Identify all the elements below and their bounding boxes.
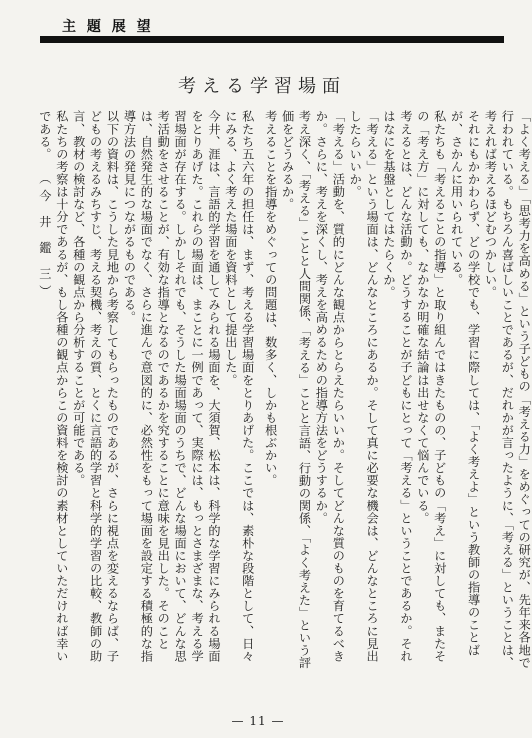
header-rule bbox=[40, 36, 504, 43]
paragraph: 「よく考える」「思考力を高める」という子どもの「考える力」をめぐっての研究が、先年来各地で行われている。もちろん喜ばしいことであるが、だれかが言ったように、「考える」ということは、考えれば考えるほどむつかしい。 bbox=[483, 110, 532, 669]
paragraph bbox=[36, 110, 70, 670]
paragraph: それにもかかわらず、どの学校でも、学習に際しては、「よく考えよ」という教師の指導のことばが、さかんに用いられている。 bbox=[449, 110, 481, 657]
article-text bbox=[36, 110, 532, 670]
page-number: — 11 — bbox=[231, 714, 285, 728]
paragraph: 考えるとは、どんな活動か。どうすることが子どもにとって「考える」ということであるか。それはなにを基盤としてはたらくか。 bbox=[382, 110, 413, 663]
paragraph: 考え深く、「考える」ことと人間関係、「考える」ことと言語、行動の関係、「よく考えた」という評価をどうみるか。 bbox=[280, 110, 312, 669]
closing-text: 私たちの考察は十分であるが、もし各種の観点からこの資料を検討の素材としていただければ幸いである。 bbox=[37, 110, 69, 663]
paragraph: 「考える」活動を、質的にどんな観点からとらえたらいいか。そしてどんな質のものを育てるべきか。さらに、考えを深くし、考えを高めるための指導方法をどうするか。 bbox=[314, 110, 346, 663]
paragraph: 以下の資料は、こうした見地から考察してもらったものであるが、さらに視点を変えるならば、子どもの考えるみちすじ、考える契機、考えの質、とくに言語的学習と科学的学習の比較、教師の助言、教材の検討など、各種の観点から分析することが可能である。 bbox=[71, 110, 120, 663]
paragraph: 私たち五六年の担任は、まず、考える学習場面をとりあげた。ここでは、素朴な段階として、日々にみる、よく考えた場面を資料として提出した。 bbox=[223, 110, 255, 663]
article-body bbox=[36, 110, 532, 682]
paragraph: 考えることを指導をめぐっての問題は、数多く、しかも根ぶかい。 bbox=[263, 110, 278, 487]
paragraph: 今井、涯は、言語的学習を通してみられる場面を、大須賀、松本は、科学的な学習にみられる場面をとりあげた。これらの場面は、まことに一例であって、実際には、もっとさまざまな、考える学習場面が存在する。しかしそれでも、そうした場面場面のうちで、どんな場面において、どんな思考活動をさせることが、有効な指導となるのであるかを究することに意味を見出した。そのことは、自然発生的な場面でなく、さらに進んで意図的に、必然性をもって場面を設定する積極的な指導方法の発見につながるものである。 bbox=[122, 110, 221, 663]
paragraph: 「考える」という場面は、どんなところにあるか。そして真に必要な機会は、どんなところに見出したらいいか。 bbox=[348, 110, 380, 663]
article-title: 考える学習場面 bbox=[178, 76, 346, 97]
section-label: 主 題 展 望 bbox=[62, 19, 154, 35]
author-signature: （今 井 鑑 三） bbox=[37, 172, 52, 303]
paragraph: 私たちも「考えることの指導」と取り組んではきたものの、子どもの「考え」に対しても、またその「考え方」に対しても、なかなか明確な結論は出せなくて悩んでいる。 bbox=[415, 110, 447, 663]
